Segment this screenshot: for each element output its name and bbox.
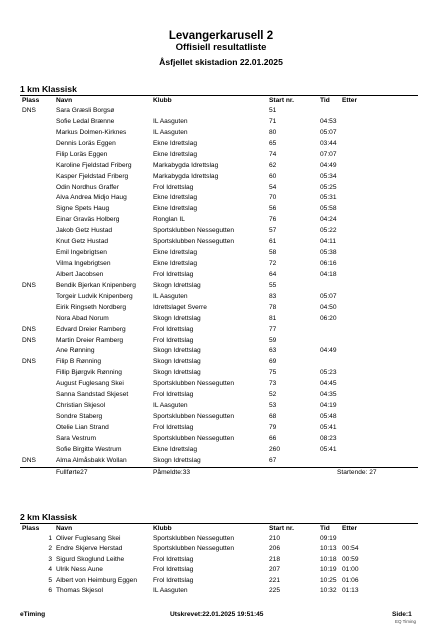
table-row: [0, 544, 442, 554]
name-cell: August Fuglesang Skei: [56, 380, 124, 388]
name-cell: Sara Vestrum: [56, 434, 96, 442]
col-navn: Navn: [56, 97, 73, 104]
page-number: Side:1: [392, 611, 412, 618]
name-cell: Martin Dreier Ramberg: [56, 336, 124, 344]
name-cell: Kasper Fjeldstad Friberg: [56, 172, 129, 180]
table-row: [0, 325, 442, 335]
behind-cell: 00:59: [342, 555, 359, 563]
club-cell: Ekne Idrettslag: [153, 445, 197, 453]
name-cell: Alma Almåsbakk Wollan: [56, 456, 127, 464]
time-cell: 04:24: [320, 216, 337, 224]
time-cell: 07:07: [320, 150, 337, 158]
club-cell: Sportsklubben Nessegutten: [153, 380, 235, 388]
club-cell: Frol Idrettslag: [153, 270, 194, 278]
start-number-cell: 60: [269, 172, 277, 180]
table-row: [0, 183, 442, 193]
table-row: [0, 303, 442, 313]
behind-cell: 01:00: [342, 566, 359, 574]
club-cell: Skogn Idrettslag: [153, 281, 201, 289]
time-cell: 05:48: [320, 413, 337, 421]
table-row: [0, 204, 442, 214]
place-cell: 4: [48, 566, 52, 574]
club-cell: Ekne Idrettslag: [153, 205, 197, 213]
time-cell: 10:18: [320, 555, 337, 563]
name-cell: Torgeir Ludvik Knipenberg: [56, 292, 133, 300]
starting-count: Startende: 27: [337, 469, 377, 476]
table-row: [0, 555, 442, 565]
table-row: [0, 401, 442, 411]
name-cell: Albert von Heimburg Eggen: [56, 576, 138, 584]
time-cell: 09:19: [320, 535, 337, 542]
name-cell: Thomas Skjesol: [56, 587, 103, 594]
col-plass: Plass: [22, 525, 40, 532]
table-row: [0, 423, 442, 433]
time-cell: 04:50: [320, 303, 337, 311]
start-number-cell: 73: [269, 380, 277, 388]
name-cell: Ulrik Ness Aune: [56, 566, 103, 574]
time-cell: 10:13: [320, 545, 337, 553]
table-row: [0, 346, 442, 356]
start-number-cell: 64: [269, 270, 277, 278]
start-number-cell: 80: [269, 128, 277, 136]
name-cell: Endre Skjerve Herstad: [56, 545, 123, 553]
table-row: [0, 412, 442, 422]
start-number-cell: 54: [269, 183, 277, 191]
club-cell: Ekne Idrettslag: [153, 150, 197, 158]
venue-date: Åsfjellet skistadion 22.01.2025: [159, 57, 283, 67]
club-cell: IL Aasguten: [153, 587, 188, 594]
start-number-cell: 56: [269, 205, 277, 213]
time-cell: 05:23: [320, 369, 337, 377]
col-start: Start nr.: [269, 97, 294, 104]
registered-count: Påmeldte:33: [153, 469, 191, 476]
table-row: [0, 434, 442, 444]
club-cell: Skogn Idrettslag: [153, 369, 201, 377]
col-start: Start nr.: [269, 525, 294, 532]
name-cell: Sigurd Skoglund Leithe: [56, 555, 125, 563]
time-cell: 04:35: [320, 391, 337, 399]
status-cell: DNS: [22, 281, 36, 289]
name-cell: Nora Abad Norum: [56, 314, 109, 322]
name-cell: Emil Ingebrigtsen: [56, 249, 107, 257]
behind-cell: 01:13: [342, 587, 359, 594]
time-cell: 04:49: [320, 347, 337, 355]
start-number-cell: 53: [269, 402, 277, 410]
table-row: [0, 576, 442, 586]
name-cell: Bendik Bjerkan Knipenberg: [56, 281, 136, 289]
table-row: [0, 390, 442, 400]
start-number-cell: 69: [269, 358, 277, 366]
club-cell: Sportsklubben Nessegutten: [153, 227, 235, 235]
table-row: [0, 565, 442, 575]
club-cell: Sportsklubben Nessegutten: [153, 434, 235, 442]
club-cell: Ekne Idrettslag: [153, 260, 197, 268]
club-cell: Ekne Idrettslag: [153, 139, 197, 147]
table-row: [0, 314, 442, 324]
club-cell: Frol Idrettslag: [153, 325, 194, 333]
club-cell: Ekne Idrettslag: [153, 249, 197, 257]
start-number-cell: 210: [269, 535, 281, 542]
start-number-cell: 55: [269, 281, 277, 289]
start-number-cell: 57: [269, 227, 277, 235]
table-row: [0, 237, 442, 247]
status-cell: DNS: [22, 336, 36, 344]
time-cell: 06:16: [320, 260, 337, 268]
table-row: [0, 161, 442, 171]
completed-count: Fullførte27: [56, 469, 88, 476]
start-number-cell: 76: [269, 216, 277, 224]
club-cell: Markabygda Idrettslag: [153, 161, 219, 169]
start-number-cell: 81: [269, 314, 277, 322]
name-cell: Einar Graväs Holberg: [56, 216, 120, 224]
name-cell: Otelie Lian Strand: [56, 423, 109, 431]
footer-brand: eTiming: [20, 611, 46, 618]
start-number-cell: 52: [269, 391, 277, 399]
table-row: [0, 259, 442, 269]
start-number-cell: 72: [269, 260, 277, 268]
start-number-cell: 206: [269, 545, 281, 553]
table-row: [0, 139, 442, 149]
place-cell: 6: [48, 587, 52, 594]
time-cell: 05:25: [320, 183, 337, 191]
time-cell: 05:58: [320, 205, 337, 213]
time-cell: 10:19: [320, 566, 337, 574]
table-row: [0, 292, 442, 302]
start-number-cell: 218: [269, 555, 281, 563]
table-row: [0, 368, 442, 378]
time-cell: 04:49: [320, 161, 337, 169]
table-row: [0, 456, 442, 466]
club-cell: Sportsklubben Nessegutten: [153, 238, 235, 246]
club-cell: Frol Idrettslag: [153, 183, 194, 191]
time-cell: 04:11: [320, 238, 337, 246]
name-cell: Sofie Birgitte Westrum: [56, 445, 122, 453]
table-row: [0, 357, 442, 367]
club-cell: Sportsklubben Nessegutten: [153, 545, 235, 553]
table-row: [0, 248, 442, 258]
table-row: [0, 193, 442, 203]
start-number-cell: 68: [269, 413, 277, 421]
time-cell: 05:41: [320, 445, 337, 453]
club-cell: IL Aasguten: [153, 292, 188, 300]
name-cell: Filip B Rønning: [56, 358, 102, 366]
start-number-cell: 221: [269, 576, 281, 584]
table-row: [0, 534, 442, 544]
start-number-cell: 71: [269, 117, 277, 125]
table-row: [0, 281, 442, 291]
column-header-row-2km: [0, 524, 442, 534]
start-number-cell: 70: [269, 194, 277, 202]
club-cell: Skogn Idrettslag: [153, 456, 201, 464]
name-cell: Sondre Staberg: [56, 413, 103, 421]
club-cell: Sportsklubben Nessegutten: [153, 535, 235, 542]
time-cell: 04:45: [320, 380, 337, 388]
table-row: [0, 215, 442, 225]
table-row: [0, 586, 442, 596]
time-cell: 05:34: [320, 172, 337, 180]
start-number-cell: 79: [269, 423, 277, 431]
start-number-cell: 75: [269, 369, 277, 377]
name-cell: Knut Getz Hustad: [56, 238, 109, 246]
table-row: [0, 172, 442, 182]
table-row: [0, 270, 442, 280]
name-cell: Ane Rønning: [56, 347, 95, 355]
name-cell: Edvard Dreier Ramberg: [56, 325, 126, 333]
table-row: [0, 336, 442, 346]
club-cell: Frol Idrettslag: [153, 423, 194, 431]
club-cell: Frol Idrettslag: [153, 576, 194, 584]
name-cell: Markus Dolmen-Kirknes: [56, 128, 127, 136]
status-cell: DNS: [22, 358, 36, 366]
club-cell: Skogn Idrettslag: [153, 358, 201, 366]
time-cell: 03:44: [320, 139, 337, 147]
col-plass: Plass: [22, 97, 40, 104]
start-number-cell: 83: [269, 292, 277, 300]
section-title-1km: 1 km Klassisk: [20, 84, 77, 94]
club-cell: Ronglan IL: [153, 216, 185, 224]
document-subtitle: Offisiell resultatliste: [175, 42, 267, 53]
table-row: [0, 128, 442, 138]
event-title: Levangerkarusell 2: [168, 30, 274, 42]
footer-sub-brand: EQ Timing: [395, 619, 417, 624]
club-cell: Frol Idrettslag: [153, 391, 194, 399]
status-cell: DNS: [22, 456, 36, 464]
club-cell: Idrettslaget Sverre: [153, 303, 207, 311]
club-cell: Ekne Idrettslag: [153, 194, 197, 202]
time-cell: 04:53: [320, 117, 337, 125]
name-cell: Vilma Ingebrigtsen: [56, 260, 111, 268]
start-number-cell: 77: [269, 325, 277, 333]
club-cell: Frol Idrettslag: [153, 555, 194, 563]
name-cell: Karoline Fjeldstad Friberg: [56, 161, 132, 169]
name-cell: Christian Skjesol: [56, 402, 106, 410]
col-tid: Tid: [320, 97, 330, 104]
start-number-cell: 66: [269, 434, 277, 442]
table-row: [0, 445, 442, 455]
time-cell: 05:07: [320, 292, 337, 300]
name-cell: Alva Andrea Midjo Haug: [56, 194, 127, 202]
status-cell: DNS: [22, 107, 36, 114]
place-cell: 2: [48, 545, 52, 553]
table-row: [0, 117, 442, 127]
club-cell: IL Aasguten: [153, 402, 188, 410]
time-cell: 04:19: [320, 402, 337, 410]
start-number-cell: 59: [269, 336, 277, 344]
start-number-cell: 207: [269, 566, 281, 574]
time-cell: 05:31: [320, 194, 337, 202]
start-number-cell: 260: [269, 445, 281, 453]
start-number-cell: 51: [269, 107, 277, 114]
club-cell: Skogn Idrettslag: [153, 347, 201, 355]
time-cell: 05:22: [320, 227, 337, 235]
start-number-cell: 63: [269, 347, 277, 355]
time-cell: 08:23: [320, 434, 337, 442]
name-cell: Sofie Ledal Brænne: [56, 117, 115, 125]
name-cell: Oliver Fuglesang Skei: [56, 535, 121, 542]
place-cell: 5: [48, 576, 52, 584]
col-navn: Navn: [56, 525, 73, 532]
time-cell: 06:20: [320, 314, 337, 322]
name-cell: Odin Nordhus Graffer: [56, 183, 119, 191]
start-number-cell: 67: [269, 456, 277, 464]
name-cell: Fillip Bjørgvik Rønning: [56, 369, 122, 377]
time-cell: 05:38: [320, 249, 337, 257]
start-number-cell: 74: [269, 150, 277, 158]
start-number-cell: 225: [269, 587, 281, 594]
start-number-cell: 61: [269, 238, 277, 246]
time-cell: 10:32: [320, 587, 337, 594]
start-number-cell: 62: [269, 161, 277, 169]
name-cell: Signe Spets Haug: [56, 205, 110, 213]
section-title-2km: 2 km Klassisk: [20, 512, 77, 522]
club-cell: Frol Idrettslag: [153, 336, 194, 344]
table-row: [0, 379, 442, 389]
table-row: [0, 150, 442, 160]
name-cell: Albert Jacobsen: [56, 270, 104, 278]
col-tid: Tid: [320, 525, 330, 532]
start-number-cell: 58: [269, 249, 277, 257]
start-number-cell: 65: [269, 139, 277, 147]
name-cell: Dennis Loräs Eggen: [56, 139, 116, 147]
behind-cell: 01:06: [342, 576, 359, 584]
name-cell: Jakob Getz Hustad: [56, 227, 113, 235]
col-klubb: Klubb: [153, 525, 172, 532]
time-cell: 04:18: [320, 270, 337, 278]
club-cell: IL Aasguten: [153, 117, 188, 125]
printed-timestamp: Utskrevet:22.01.2025 19:51:45: [170, 611, 264, 618]
name-cell: Sanna Sandstad Skjeset: [56, 391, 129, 399]
time-cell: 10:25: [320, 576, 337, 584]
club-cell: Frol Idrettslag: [153, 566, 194, 574]
club-cell: Skogn Idrettslag: [153, 314, 201, 322]
club-cell: IL Aasguten: [153, 128, 188, 136]
place-cell: 3: [48, 555, 52, 563]
col-etter: Etter: [342, 97, 358, 104]
name-cell: Filip Loräs Eggen: [56, 150, 108, 158]
summary-row-1km: [0, 468, 442, 478]
time-cell: 05:41: [320, 423, 337, 431]
place-cell: 1: [48, 535, 52, 542]
page-footer: [0, 610, 442, 620]
column-header-row-1km: [0, 96, 442, 106]
club-cell: Markabygda Idrettslag: [153, 172, 219, 180]
table-row: [0, 106, 442, 116]
name-cell: Sara Græsli Borgsø: [56, 107, 115, 114]
club-cell: Sportsklubben Nessegutten: [153, 413, 235, 421]
behind-cell: 00:54: [342, 545, 359, 553]
name-cell: Eirik Ringseth Nordberg: [56, 303, 126, 311]
start-number-cell: 78: [269, 303, 277, 311]
col-etter: Etter: [342, 525, 358, 532]
table-row: [0, 226, 442, 236]
col-klubb: Klubb: [153, 97, 172, 104]
status-cell: DNS: [22, 325, 36, 333]
time-cell: 05:07: [320, 128, 337, 136]
